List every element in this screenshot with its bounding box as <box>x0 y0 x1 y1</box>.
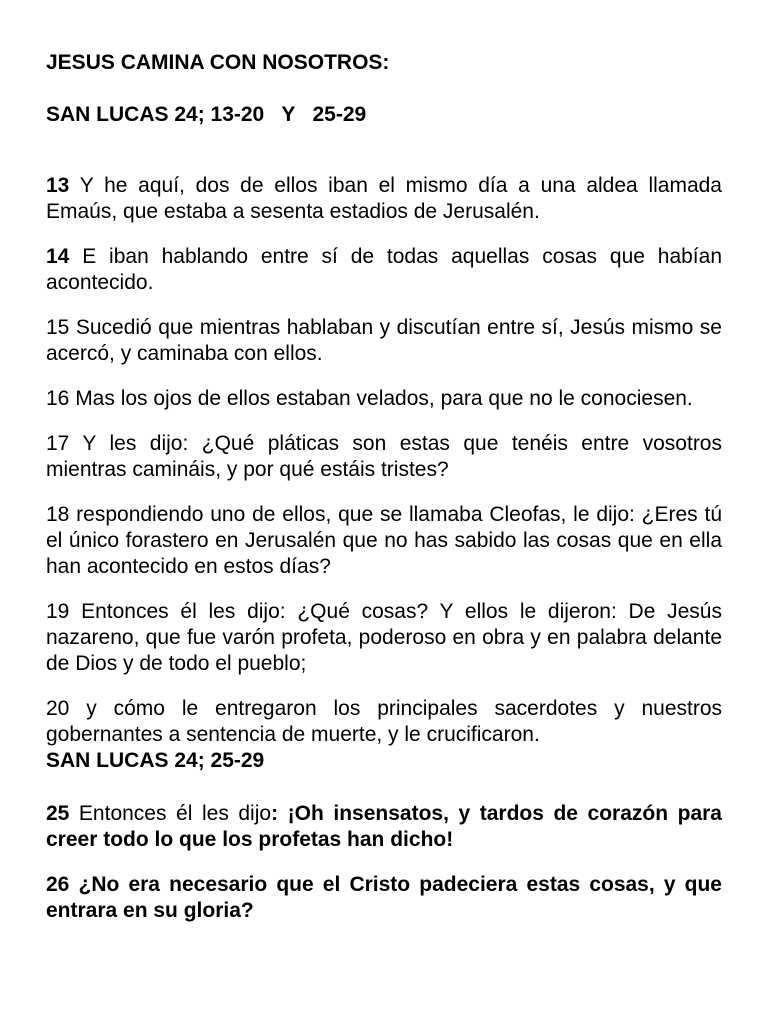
verse-text: respondiendo uno de ellos, que se llamaba Cleofas, le dijo: ¿Eres tú el único forastero en Jerusalén que no has sabido las cosas que en ella han acontecido en estos días? <box>46 503 722 578</box>
verse-text: y cómo le entregaron los principales sacerdotes y nuestros gobernantes a sentencia de muerte, y le crucificaron. <box>46 697 722 746</box>
verse-number: 15 <box>46 316 70 339</box>
verse-13 <box>46 173 722 225</box>
verse-18 <box>46 502 722 580</box>
verse-number: 20 <box>46 697 70 720</box>
scripture-reference-2: SAN LUCAS 24; 25-29 <box>46 749 265 772</box>
verse-16 <box>46 386 722 412</box>
verse-list <box>46 173 722 943</box>
verse-25 <box>46 801 722 853</box>
verse-number: 16 <box>46 387 70 410</box>
verse-19 <box>46 599 722 677</box>
verse-15 <box>46 315 722 367</box>
verse-quote: : ¡Oh insensatos, y tardos de corazón para creer todo lo que los profetas han dicho! <box>46 802 722 851</box>
verse-14 <box>46 244 722 296</box>
verse-26 <box>46 872 722 924</box>
verse-number: 26 <box>46 873 70 896</box>
verse-text: ¿No era necesario que el Cristo padeciera estas cosas, y que entrara en su gloria? <box>46 873 722 922</box>
verse-text: Entonces él les dijo <box>69 802 272 825</box>
scripture-reference-1: SAN LUCAS 24; 13-20 Y 25-29 <box>46 103 367 126</box>
verse-number: 14 <box>46 245 70 268</box>
verse-number: 18 <box>46 503 70 526</box>
document-title: JESUS CAMINA CON NOSOTROS: <box>46 51 390 74</box>
verse-number: 13 <box>46 174 70 197</box>
verse-number: 17 <box>46 432 70 455</box>
verse-text: Y les dijo: ¿Qué pláticas son estas que tenéis entre vosotros mientras camináis, y por qué estáis tristes? <box>46 432 722 481</box>
verse-text: Sucedió que mientras hablaban y discutían entre sí, Jesús mismo se acercó, y caminaba con ellos. <box>46 316 722 365</box>
verse-number: 25 <box>46 802 70 825</box>
verse-text: E iban hablando entre sí de todas aquellas cosas que habían acontecido. <box>46 245 722 294</box>
verse-text: Entonces él les dijo: ¿Qué cosas? Y ellos le dijeron: De Jesús nazareno, que fue varón profeta, poderoso en obra y en palabra delante de Dios y de todo el pueblo; <box>46 600 722 675</box>
verse-20 <box>46 696 722 748</box>
verse-17 <box>46 431 722 483</box>
verse-number: 19 <box>46 600 70 623</box>
verse-text: Mas los ojos de ellos estaban velados, para que no le conociesen. <box>69 387 693 410</box>
verse-text: Y he aquí, dos de ellos iban el mismo día a una aldea llamada Emaús, que estaba a sesenta estadios de Jerusalén. <box>46 174 722 223</box>
